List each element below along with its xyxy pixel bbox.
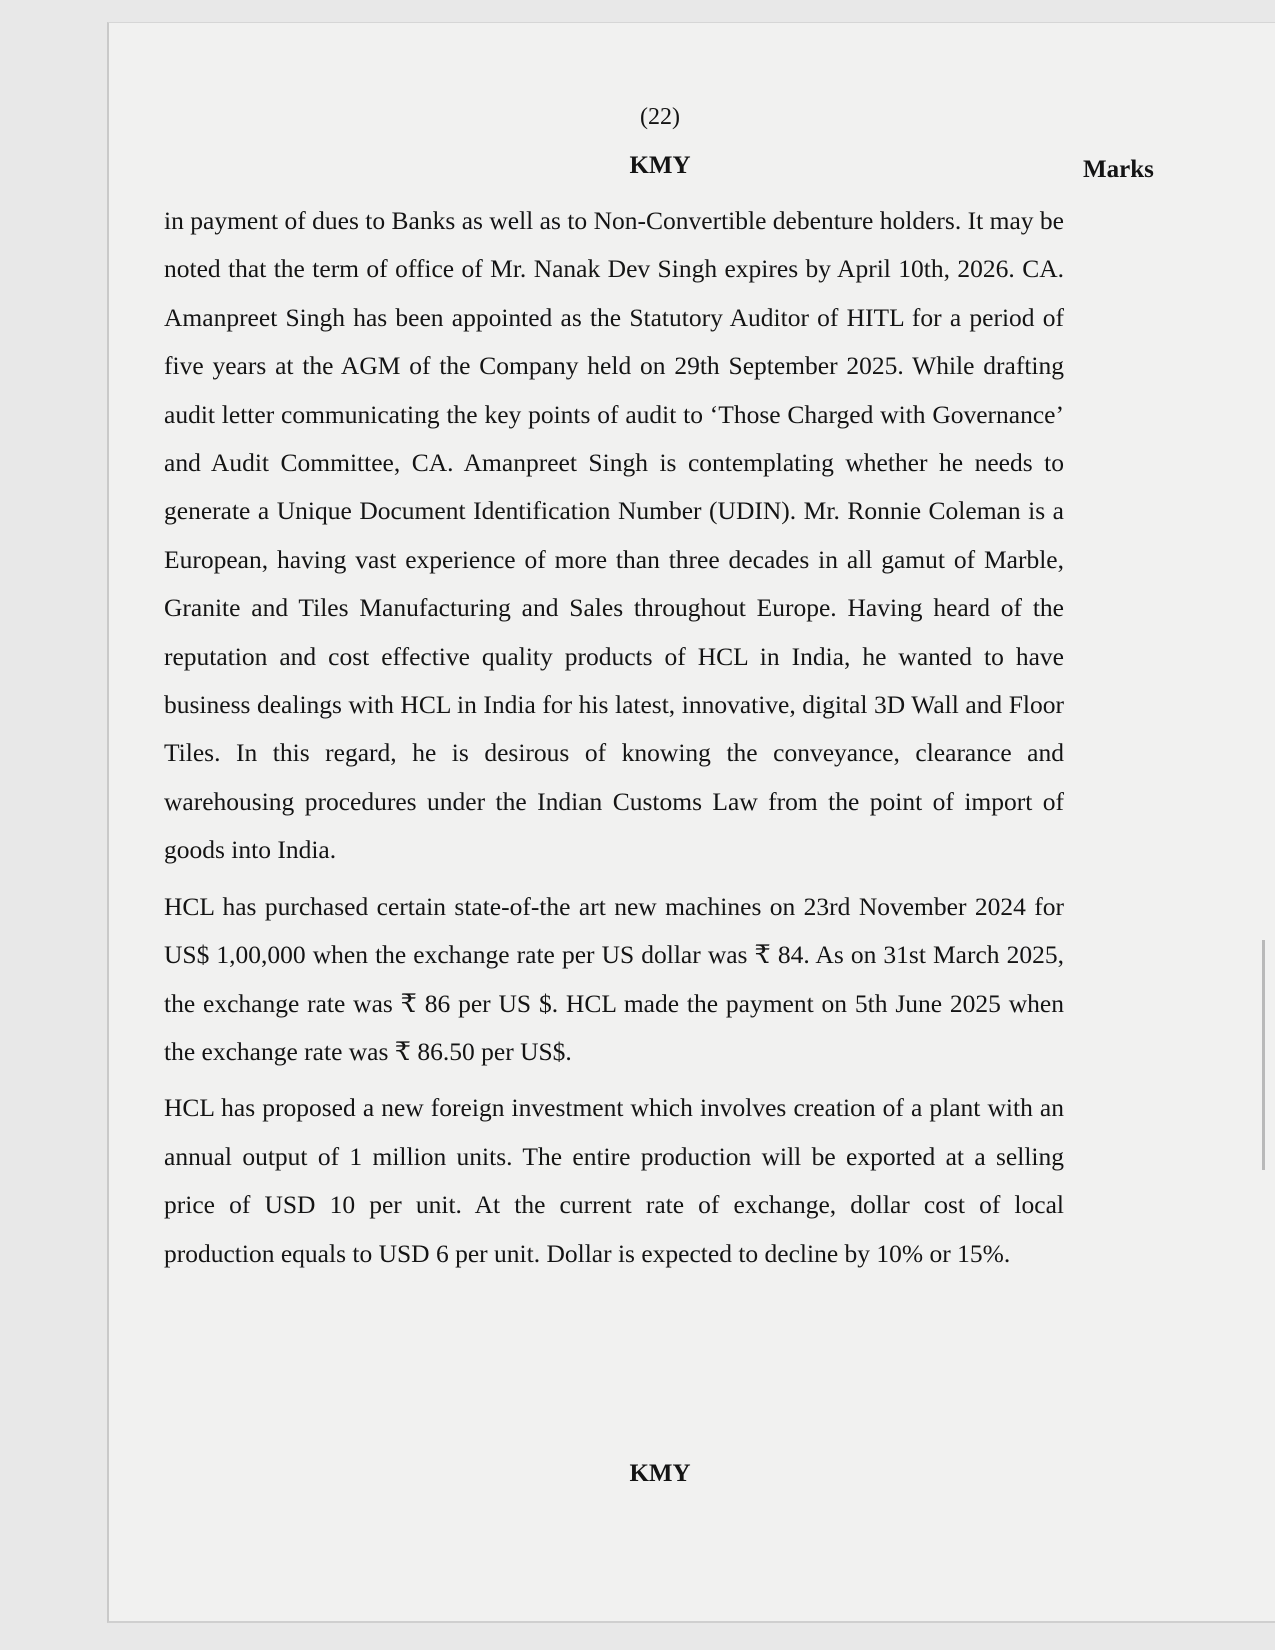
paragraph-foreign-investment: HCL has proposed a new foreign investment which involves creation of a plant with an annual output of 1 million units. The entire production will be exported at a selling price of USD 10 per unit. At the current rate of exchange, dollar cost of local production equals to USD 6 per unit. Dollar is expected to decline by 10% or 15%. bbox=[164, 1093, 1064, 1268]
page-edge-shadow bbox=[1262, 940, 1265, 1170]
marks-column-label: Marks bbox=[1083, 156, 1154, 183]
paragraph-machine-purchase: HCL has purchased certain state-of-the art new machines on 23rd November 2024 for US$ 1,00,000 when the exchange rate per US dollar was ₹ 84. As on 31st March 2025, the exchange rate was ₹ 86 per US $. HCL made the payment on 5th June 2025 when the exchange rate was ₹ 86.50 per US$. bbox=[164, 891, 1064, 1066]
question-text bbox=[164, 197, 1064, 1286]
header-code: KMY bbox=[629, 152, 691, 179]
footer-code: KMY bbox=[629, 1460, 691, 1487]
page-number: (22) bbox=[640, 104, 680, 130]
paragraph-case-continuation: in payment of dues to Banks as well as to Non-Convertible debenture holders. It may be noted that the term of office of Mr. Nanak Dev Singh expires by April 10th, 2026. CA. Amanpreet Singh has been appointed as the Statutory Auditor of HITL for a period of five years at the AGM of the Company held on 29th September 2025. While drafting audit letter communicating the key points of audit to ‘Those Charged with Governance’ and Audit Committee, CA. Amanpreet Singh is contemplating whether he needs to generate a Unique Document Identification Number (UDIN). Mr. Ronnie Coleman is a European, having vast experience of more than three decades in all gamut of Marble, Granite and Tiles Manufacturing and Sales throughout Europe. Having heard of the reputation and cost effective quality products of HCL in India, he wanted to have business dealings with HCL in India for his latest, innovative, digital 3D Wall and Floor Tiles. In this regard, he is desirous of knowing the conveyance, clearance and warehousing procedures under the Indian Customs Law from the point of import of goods into India. bbox=[164, 206, 1064, 865]
